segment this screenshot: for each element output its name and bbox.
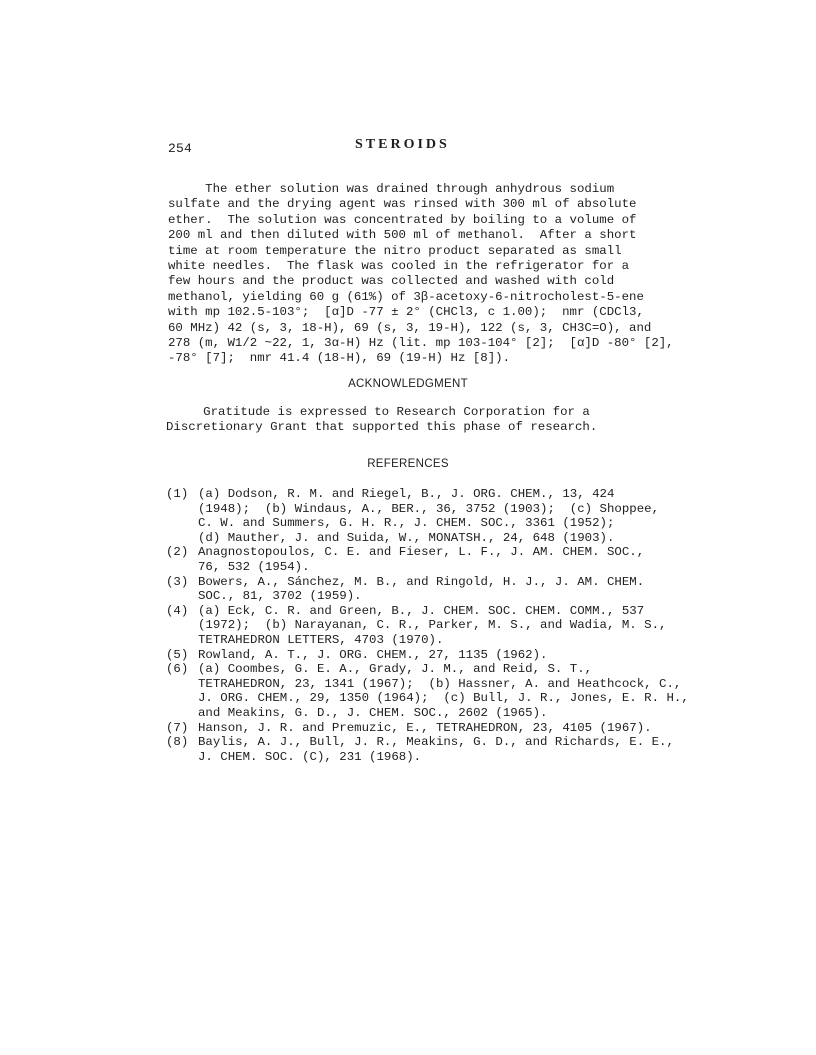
reference-item [166, 735, 786, 764]
reference-line: Bowers, A., Sánchez, M. B., and Ringold, H. J., J. AM. CHEM. [198, 574, 645, 589]
body-line: few hours and the product was collected and washed with cold [168, 274, 615, 289]
acknowledgment-heading: ACKNOWLEDGMENT [348, 378, 468, 390]
body-line: 60 MHz) 42 (s, 3, 18-H), 69 (s, 3, 19-H), 122 (s, 3, CH3C=O), and [168, 320, 652, 335]
acknowledgment-paragraph [166, 405, 726, 436]
body-line: ether. The solution was concentrated by boiling to a volume of [168, 212, 637, 227]
reference-number: (2) [166, 545, 189, 560]
reference-line: 76, 532 (1954). [198, 559, 310, 574]
reference-item [166, 648, 786, 663]
body-line: -78° [7]; nmr 41.4 (18-H), 69 (19-H) Hz [8]). [168, 351, 511, 366]
body-line: time at room temperature the nitro product separated as small [168, 243, 622, 258]
reference-line: (1948); (b) Windaus, A., BER., 36, 3752 (1903); (c) Shoppee, [198, 501, 660, 516]
reference-line: Anagnostopoulos, C. E. and Fieser, L. F., J. AM. CHEM. SOC., [198, 545, 645, 560]
references-list [166, 487, 786, 764]
reference-item [166, 721, 786, 736]
body-paragraph [168, 182, 728, 367]
reference-line: C. W. and Summers, G. H. R., J. CHEM. SOC., 3361 (1952); [198, 516, 615, 531]
reference-item [166, 575, 786, 604]
reference-line: Baylis, A. J., Bull, J. R., Meakins, G. D., and Richards, E. E., [198, 735, 674, 750]
reference-item [166, 545, 786, 574]
reference-line: (a) Coombes, G. E. A., Grady, J. M., and Reid, S. T., [198, 662, 593, 677]
body-line: methanol, yielding 60 g (61%) of 3β-acetoxy-6-nitrocholest-5-ene [168, 289, 644, 304]
reference-line: TETRAHEDRON LETTERS, 4703 (1970). [198, 632, 444, 647]
body-line: white needles. The flask was cooled in the refrigerator for a [168, 259, 630, 274]
reference-line: (d) Mauther, J. and Suida, W., MONATSH., 24, 648 (1903). [198, 530, 615, 545]
reference-number: (5) [166, 647, 189, 662]
body-line: The ether solution was drained through anhydrous sodium [168, 182, 615, 196]
reference-line: (1972); (b) Narayanan, C. R., Parker, M. S., and Wadia, M. S., [198, 618, 667, 633]
reference-line: (a) Dodson, R. M. and Riegel, B., J. ORG. CHEM., 13, 424 [198, 487, 615, 501]
acknowledgment-line: Gratitude is expressed to Research Corporation for a [166, 405, 590, 419]
journal-title: STEROIDS [355, 137, 450, 152]
reference-line: J. CHEM. SOC. (C), 231 (1968). [198, 749, 422, 764]
reference-number: (3) [166, 574, 189, 589]
reference-item [166, 487, 786, 545]
reference-number: (6) [166, 662, 189, 677]
reference-item [166, 662, 786, 720]
reference-line: J. ORG. CHEM., 29, 1350 (1964); (c) Bull, J. R., Jones, E. R. H., [198, 691, 689, 706]
references-heading: REFERENCES [367, 458, 449, 470]
reference-item [166, 604, 786, 648]
acknowledgment-line: Discretionary Grant that supported this phase of research. [166, 420, 598, 435]
reference-line: (a) Eck, C. R. and Green, B., J. CHEM. SOC. CHEM. COMM., 537 [198, 603, 645, 618]
reference-line: SOC., 81, 3702 (1959). [198, 589, 362, 604]
reference-line: TETRAHEDRON, 23, 1341 (1967); (b) Hassner, A. and Heathcock, C., [198, 676, 682, 691]
body-line: 200 ml and then diluted with 500 ml of methanol. After a short [168, 228, 637, 243]
reference-number: (7) [166, 720, 189, 735]
body-line: sulfate and the drying agent was rinsed with 300 ml of absolute [168, 197, 637, 212]
reference-number: (4) [166, 603, 189, 618]
page-number: 254 [168, 141, 193, 156]
body-line: 278 (m, W1/2 ~22, 1, 3α-H) Hz (lit. mp 103-104° [2]; [α]D -80° [2], [168, 336, 674, 351]
reference-line: and Meakins, G. D., J. CHEM. SOC., 2602 (1965). [198, 705, 548, 720]
reference-line: Hanson, J. R. and Premuzic, E., TETRAHEDRON, 23, 4105 (1967). [198, 720, 652, 735]
body-line: with mp 102.5-103°; [α]D -77 ± 2° (CHCl3, c 1.00); nmr (CDCl3, [168, 305, 644, 320]
reference-line: Rowland, A. T., J. ORG. CHEM., 27, 1135 (1962). [198, 647, 548, 662]
reference-number: (1) [166, 487, 189, 501]
reference-number: (8) [166, 735, 189, 750]
